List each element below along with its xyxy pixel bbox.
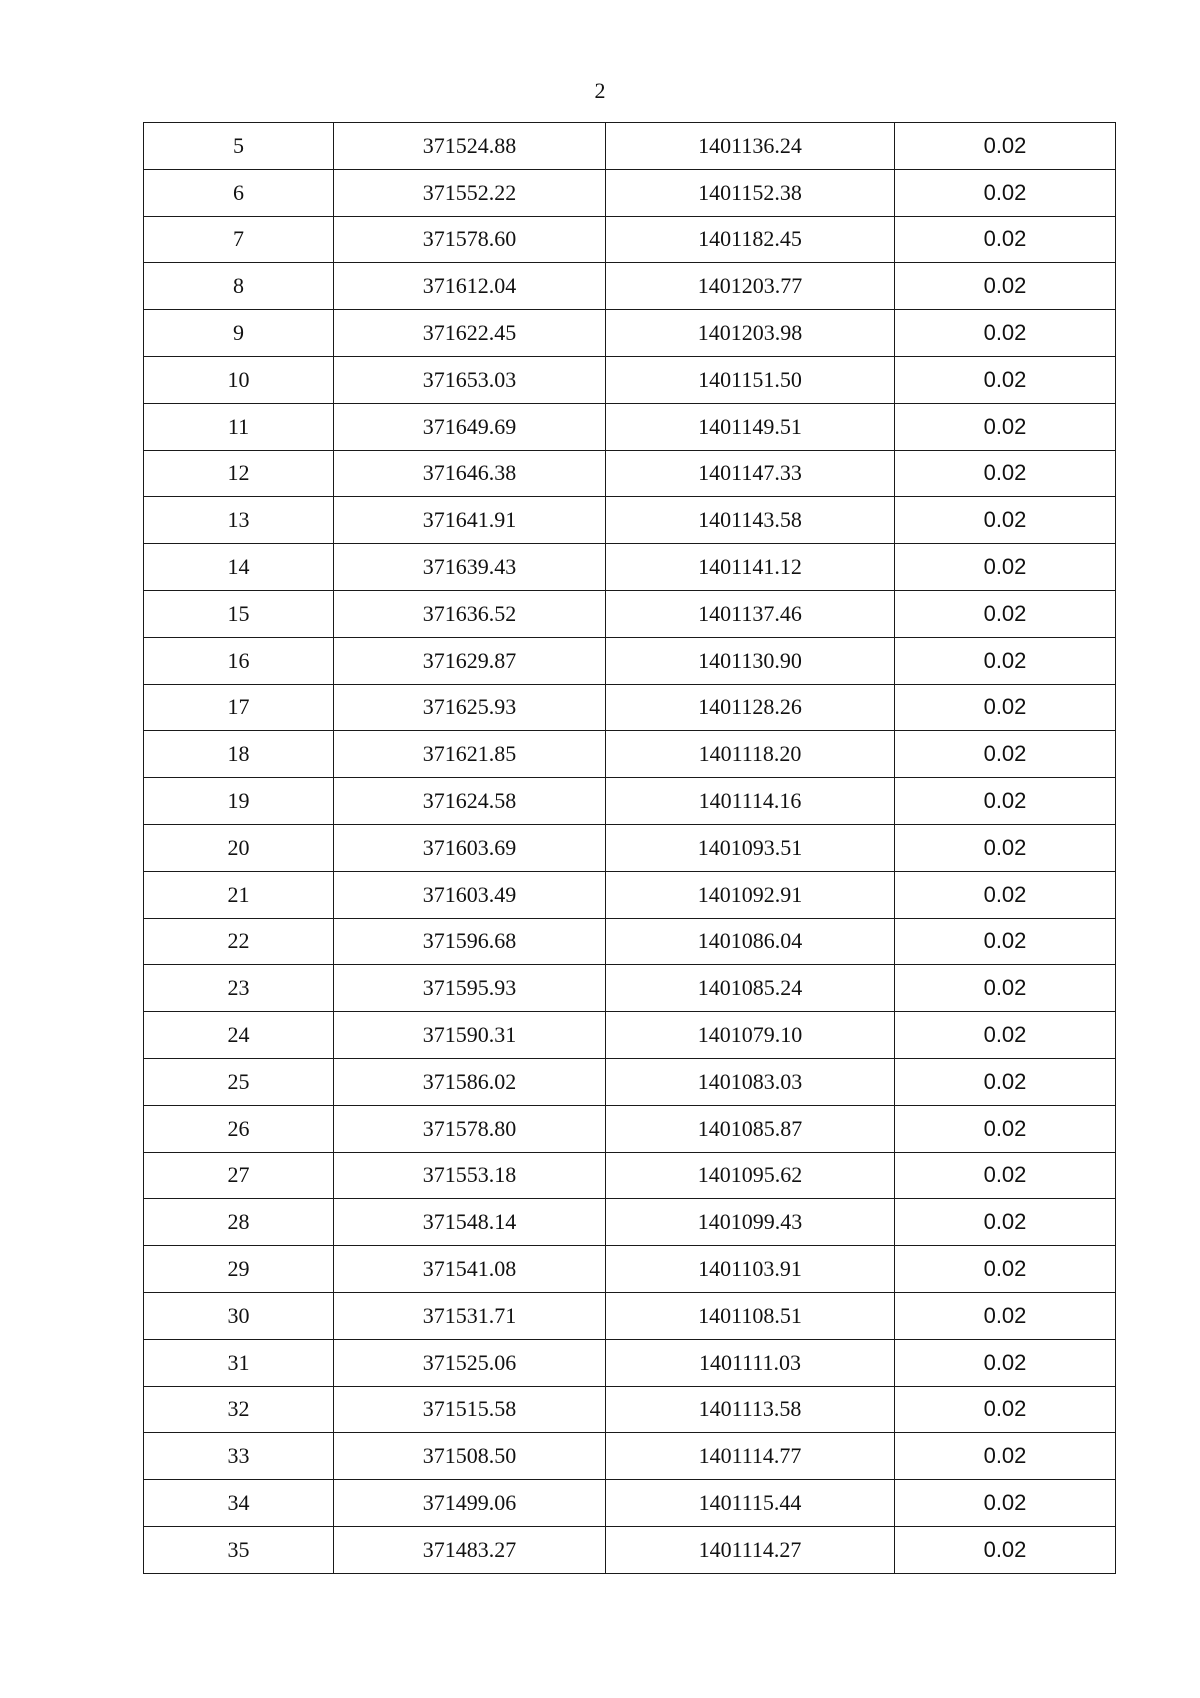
value-cell: 0.02	[895, 1339, 1116, 1386]
table-row	[144, 1152, 1116, 1199]
x-coordinate-cell: 371515.58	[334, 1386, 606, 1433]
point-number-cell: 27	[144, 1152, 334, 1199]
table-row	[144, 544, 1116, 591]
y-coordinate-cell: 1401103.91	[606, 1246, 895, 1293]
point-number-cell: 28	[144, 1199, 334, 1246]
table-row	[144, 403, 1116, 450]
point-number-cell: 22	[144, 918, 334, 965]
table-row	[144, 590, 1116, 637]
value-cell: 0.02	[895, 965, 1116, 1012]
table-row	[144, 1339, 1116, 1386]
value-cell: 0.02	[895, 1105, 1116, 1152]
y-coordinate-cell: 1401092.91	[606, 871, 895, 918]
x-coordinate-cell: 371653.03	[334, 356, 606, 403]
value-cell: 0.02	[895, 871, 1116, 918]
point-number-cell: 23	[144, 965, 334, 1012]
y-coordinate-cell: 1401130.90	[606, 637, 895, 684]
x-coordinate-cell: 371639.43	[334, 544, 606, 591]
x-coordinate-cell: 371649.69	[334, 403, 606, 450]
x-coordinate-cell: 371483.27	[334, 1526, 606, 1573]
y-coordinate-cell: 1401141.12	[606, 544, 895, 591]
value-cell: 0.02	[895, 263, 1116, 310]
point-number-cell: 29	[144, 1246, 334, 1293]
x-coordinate-cell: 371548.14	[334, 1199, 606, 1246]
y-coordinate-cell: 1401114.77	[606, 1433, 895, 1480]
x-coordinate-cell: 371541.08	[334, 1246, 606, 1293]
x-coordinate-cell: 371525.06	[334, 1339, 606, 1386]
point-number-cell: 12	[144, 450, 334, 497]
x-coordinate-cell: 371625.93	[334, 684, 606, 731]
x-coordinate-cell: 371531.71	[334, 1292, 606, 1339]
table-row	[144, 123, 1116, 170]
value-cell: 0.02	[895, 1526, 1116, 1573]
table-row	[144, 1386, 1116, 1433]
value-cell: 0.02	[895, 450, 1116, 497]
y-coordinate-cell: 1401137.46	[606, 590, 895, 637]
table-row	[144, 965, 1116, 1012]
x-coordinate-cell: 371578.80	[334, 1105, 606, 1152]
value-cell: 0.02	[895, 123, 1116, 170]
y-coordinate-cell: 1401143.58	[606, 497, 895, 544]
point-number-cell: 5	[144, 123, 334, 170]
point-number-cell: 8	[144, 263, 334, 310]
point-number-cell: 18	[144, 731, 334, 778]
value-cell: 0.02	[895, 1199, 1116, 1246]
x-coordinate-cell: 371552.22	[334, 169, 606, 216]
coordinate-table-body	[144, 123, 1116, 1574]
point-number-cell: 9	[144, 310, 334, 357]
point-number-cell: 32	[144, 1386, 334, 1433]
x-coordinate-cell: 371508.50	[334, 1433, 606, 1480]
table-row	[144, 169, 1116, 216]
x-coordinate-cell: 371499.06	[334, 1480, 606, 1527]
value-cell: 0.02	[895, 544, 1116, 591]
y-coordinate-cell: 1401086.04	[606, 918, 895, 965]
y-coordinate-cell: 1401111.03	[606, 1339, 895, 1386]
table-row	[144, 497, 1116, 544]
x-coordinate-cell: 371636.52	[334, 590, 606, 637]
point-number-cell: 20	[144, 824, 334, 871]
table-row	[144, 1292, 1116, 1339]
table-row	[144, 731, 1116, 778]
y-coordinate-cell: 1401151.50	[606, 356, 895, 403]
y-coordinate-cell: 1401203.77	[606, 263, 895, 310]
point-number-cell: 15	[144, 590, 334, 637]
table-row	[144, 450, 1116, 497]
table-row	[144, 684, 1116, 731]
x-coordinate-cell: 371603.69	[334, 824, 606, 871]
value-cell: 0.02	[895, 1480, 1116, 1527]
table-row	[144, 356, 1116, 403]
x-coordinate-cell: 371553.18	[334, 1152, 606, 1199]
table-row	[144, 871, 1116, 918]
y-coordinate-cell: 1401152.38	[606, 169, 895, 216]
point-number-cell: 24	[144, 1012, 334, 1059]
table-row	[144, 310, 1116, 357]
point-number-cell: 14	[144, 544, 334, 591]
y-coordinate-cell: 1401114.27	[606, 1526, 895, 1573]
x-coordinate-cell: 371524.88	[334, 123, 606, 170]
point-number-cell: 13	[144, 497, 334, 544]
point-number-cell: 30	[144, 1292, 334, 1339]
y-coordinate-cell: 1401118.20	[606, 731, 895, 778]
x-coordinate-cell: 371612.04	[334, 263, 606, 310]
value-cell: 0.02	[895, 1012, 1116, 1059]
x-coordinate-cell: 371624.58	[334, 778, 606, 825]
value-cell: 0.02	[895, 731, 1116, 778]
value-cell: 0.02	[895, 1386, 1116, 1433]
x-coordinate-cell: 371578.60	[334, 216, 606, 263]
point-number-cell: 11	[144, 403, 334, 450]
table-row	[144, 824, 1116, 871]
point-number-cell: 31	[144, 1339, 334, 1386]
y-coordinate-cell: 1401114.16	[606, 778, 895, 825]
point-number-cell: 25	[144, 1058, 334, 1105]
page-number: 2	[594, 78, 606, 103]
y-coordinate-cell: 1401108.51	[606, 1292, 895, 1339]
value-cell: 0.02	[895, 637, 1116, 684]
y-coordinate-cell: 1401136.24	[606, 123, 895, 170]
value-cell: 0.02	[895, 1433, 1116, 1480]
x-coordinate-cell: 371629.87	[334, 637, 606, 684]
x-coordinate-cell: 371641.91	[334, 497, 606, 544]
table-row	[144, 637, 1116, 684]
point-number-cell: 21	[144, 871, 334, 918]
table-row	[144, 1012, 1116, 1059]
y-coordinate-cell: 1401113.58	[606, 1386, 895, 1433]
y-coordinate-cell: 1401093.51	[606, 824, 895, 871]
y-coordinate-cell: 1401085.87	[606, 1105, 895, 1152]
x-coordinate-cell: 371603.49	[334, 871, 606, 918]
value-cell: 0.02	[895, 356, 1116, 403]
x-coordinate-cell: 371595.93	[334, 965, 606, 1012]
x-coordinate-cell: 371621.85	[334, 731, 606, 778]
y-coordinate-cell: 1401099.43	[606, 1199, 895, 1246]
point-number-cell: 35	[144, 1526, 334, 1573]
x-coordinate-cell: 371596.68	[334, 918, 606, 965]
value-cell: 0.02	[895, 684, 1116, 731]
value-cell: 0.02	[895, 590, 1116, 637]
value-cell: 0.02	[895, 778, 1116, 825]
table-row	[144, 1433, 1116, 1480]
point-number-cell: 10	[144, 356, 334, 403]
table-row	[144, 1105, 1116, 1152]
table-row	[144, 1058, 1116, 1105]
value-cell: 0.02	[895, 824, 1116, 871]
table-row	[144, 1480, 1116, 1527]
table-row	[144, 216, 1116, 263]
y-coordinate-cell: 1401095.62	[606, 1152, 895, 1199]
value-cell: 0.02	[895, 1058, 1116, 1105]
x-coordinate-cell: 371586.02	[334, 1058, 606, 1105]
table-row	[144, 1526, 1116, 1573]
table-row	[144, 918, 1116, 965]
point-number-cell: 17	[144, 684, 334, 731]
value-cell: 0.02	[895, 497, 1116, 544]
coordinate-table	[143, 122, 1116, 1574]
x-coordinate-cell: 371590.31	[334, 1012, 606, 1059]
x-coordinate-cell: 371646.38	[334, 450, 606, 497]
x-coordinate-cell: 371622.45	[334, 310, 606, 357]
y-coordinate-cell: 1401182.45	[606, 216, 895, 263]
y-coordinate-cell: 1401115.44	[606, 1480, 895, 1527]
value-cell: 0.02	[895, 1152, 1116, 1199]
value-cell: 0.02	[895, 1246, 1116, 1293]
point-number-cell: 16	[144, 637, 334, 684]
point-number-cell: 19	[144, 778, 334, 825]
value-cell: 0.02	[895, 918, 1116, 965]
value-cell: 0.02	[895, 403, 1116, 450]
y-coordinate-cell: 1401083.03	[606, 1058, 895, 1105]
point-number-cell: 6	[144, 169, 334, 216]
y-coordinate-cell: 1401147.33	[606, 450, 895, 497]
point-number-cell: 34	[144, 1480, 334, 1527]
point-number-cell: 33	[144, 1433, 334, 1480]
value-cell: 0.02	[895, 310, 1116, 357]
value-cell: 0.02	[895, 216, 1116, 263]
table-row	[144, 1246, 1116, 1293]
point-number-cell: 26	[144, 1105, 334, 1152]
y-coordinate-cell: 1401128.26	[606, 684, 895, 731]
value-cell: 0.02	[895, 1292, 1116, 1339]
y-coordinate-cell: 1401085.24	[606, 965, 895, 1012]
value-cell: 0.02	[895, 169, 1116, 216]
table-row	[144, 1199, 1116, 1246]
table-row	[144, 263, 1116, 310]
point-number-cell: 7	[144, 216, 334, 263]
y-coordinate-cell: 1401149.51	[606, 403, 895, 450]
y-coordinate-cell: 1401079.10	[606, 1012, 895, 1059]
table-row	[144, 778, 1116, 825]
y-coordinate-cell: 1401203.98	[606, 310, 895, 357]
